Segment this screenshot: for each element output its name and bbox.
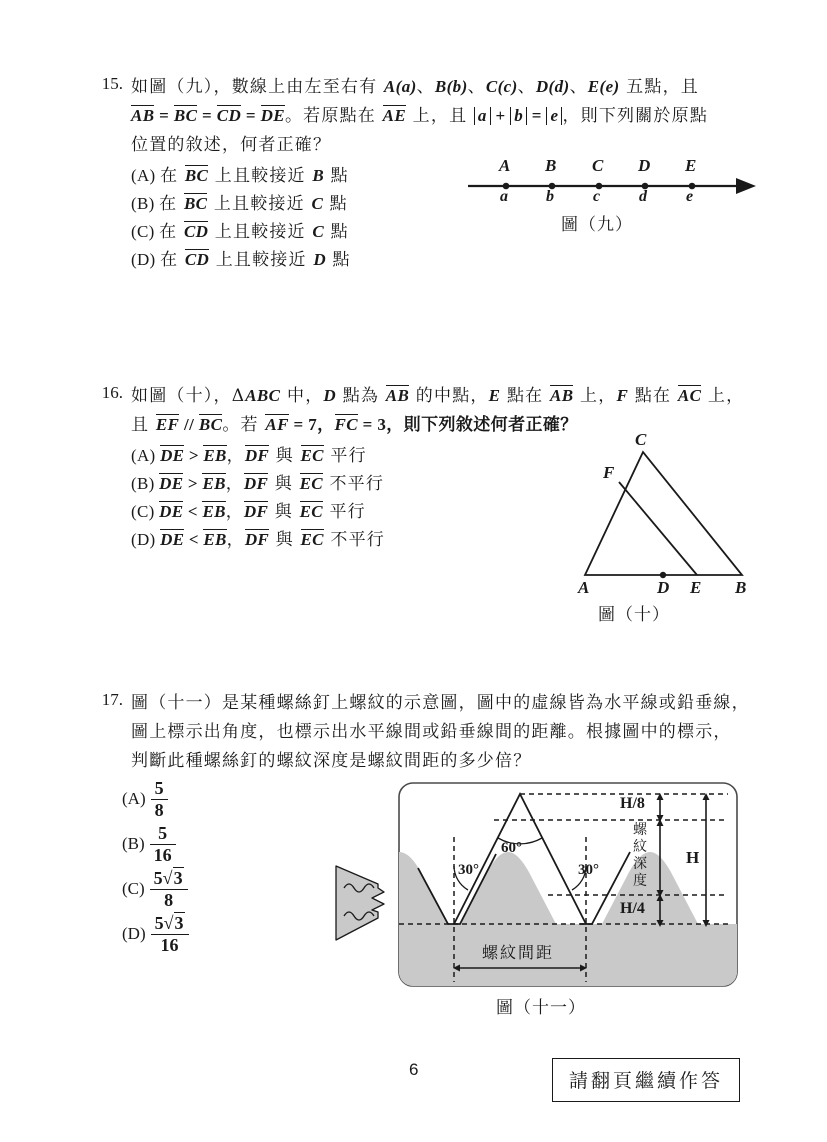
option-tag: (C) bbox=[122, 879, 145, 899]
question-15-stem-line-1 bbox=[131, 74, 708, 100]
option-tag: (C) bbox=[131, 502, 155, 521]
option-comma: ， bbox=[225, 502, 244, 522]
page-number: 6 bbox=[409, 1060, 419, 1079]
q16-seg-AC: AC bbox=[677, 386, 702, 405]
option-operator: < bbox=[183, 502, 203, 521]
radicand: 3 bbox=[173, 868, 183, 888]
option-text-2: 上且較接近 bbox=[208, 222, 313, 242]
triangle-vertex-labels bbox=[575, 430, 760, 597]
numberline-label-E: E bbox=[685, 156, 697, 175]
q16-t3: 的中點， bbox=[409, 386, 489, 406]
figure-ten-triangle bbox=[575, 430, 760, 597]
option-text-1: 在 bbox=[160, 250, 185, 270]
option-fraction bbox=[151, 914, 189, 955]
option-text-3: 點 bbox=[323, 194, 348, 214]
triangle-label-F: F bbox=[603, 463, 615, 482]
question-17-stem-line-2: 圖上標示出角度，也標示出水平線間或鉛垂線間的距離。根據圖中的標示， bbox=[131, 722, 732, 742]
question-16-number: 16. bbox=[101, 383, 123, 402]
q16-stem-a: 如圖（十），Δ bbox=[131, 386, 246, 406]
option-tail: 不平行 bbox=[323, 530, 385, 550]
option-point: B bbox=[312, 166, 325, 185]
q15-point-B: B(b) bbox=[434, 77, 468, 96]
figure-nine-caption: 圖（九） bbox=[561, 215, 633, 235]
option-point: D bbox=[313, 250, 326, 269]
square-root-icon: √3 bbox=[162, 868, 183, 888]
q16-t5: 上， bbox=[573, 386, 617, 406]
figure-eleven-caption: 圖（十一） bbox=[496, 998, 586, 1018]
option-seg-4: EC bbox=[299, 474, 323, 493]
q16-point-F: F bbox=[616, 386, 629, 405]
question-17-stem-line-1: 圖（十一）是某種螺絲釘上螺紋的示意圖，圖中的虛線皆為水平線或鉛垂線， bbox=[131, 693, 750, 713]
q16-seg-AB: AB bbox=[385, 386, 410, 405]
q16-t1: 中， bbox=[280, 386, 324, 406]
option-seg-1: DE bbox=[159, 474, 184, 493]
option-and: 與 bbox=[268, 502, 300, 522]
label-h-over-4: H/4 bbox=[620, 900, 645, 917]
option-seg-4: EC bbox=[299, 502, 323, 521]
option-tail: 平行 bbox=[323, 446, 367, 466]
question-15-number: 15. bbox=[101, 74, 123, 93]
label-h-total: H bbox=[686, 848, 700, 867]
option-operator: > bbox=[183, 474, 203, 493]
q15-point-D: D(d) bbox=[535, 77, 570, 96]
triangle-label-B: B bbox=[735, 578, 747, 597]
option-seg-2: EB bbox=[202, 474, 226, 493]
q15-sep4: 、 bbox=[569, 77, 588, 97]
option-text-1: 在 bbox=[159, 194, 184, 214]
triangle-label-C: C bbox=[635, 430, 647, 449]
option-and: 與 bbox=[269, 446, 301, 466]
option-seg-3: DF bbox=[244, 446, 270, 465]
option-tag: (D) bbox=[131, 530, 156, 549]
option-fraction bbox=[151, 779, 168, 820]
option-and: 與 bbox=[268, 474, 300, 494]
q15-eq3: = bbox=[241, 106, 261, 125]
question-15-stem-line-3: 位置的敘述，何者正確？ bbox=[131, 135, 332, 155]
q16-point-D: D bbox=[323, 386, 337, 405]
question-17-option-A[interactable] bbox=[122, 779, 168, 820]
option-text-1: 在 bbox=[159, 222, 184, 242]
q15-stem2-tail: ，則下列關於原點 bbox=[562, 106, 709, 126]
square-root-icon: √3 bbox=[163, 913, 184, 933]
q15-abs-e: e bbox=[546, 107, 562, 125]
option-seg-4: EC bbox=[300, 446, 324, 465]
label-h-over-8: H/8 bbox=[620, 795, 645, 812]
q15-sep2: 、 bbox=[467, 77, 486, 97]
numberline-label-d: d bbox=[639, 188, 647, 205]
option-seg-1: DE bbox=[160, 530, 185, 549]
option-text-3: 點 bbox=[324, 166, 349, 186]
option-segment: BC bbox=[183, 194, 208, 213]
radicand: 3 bbox=[174, 913, 184, 933]
option-segment: BC bbox=[184, 166, 209, 185]
option-tag: (B) bbox=[131, 194, 155, 213]
fraction-numerator: 5 bbox=[158, 823, 168, 843]
fraction-numerator bbox=[150, 869, 188, 889]
numberline-label-C: C bbox=[592, 156, 604, 175]
fraction-numerator: 5 bbox=[154, 778, 164, 798]
fraction-denominator: 8 bbox=[150, 889, 188, 910]
q16-s2a: 且 bbox=[131, 415, 156, 435]
numberline-label-a: a bbox=[500, 188, 508, 205]
option-seg-3: DF bbox=[243, 502, 269, 521]
option-comma: ， bbox=[225, 474, 244, 494]
option-text-2: 上且較接近 bbox=[209, 250, 314, 270]
option-seg-2: EB bbox=[203, 446, 227, 465]
q16-t6: 點在 bbox=[628, 386, 678, 406]
q16-t2: 點為 bbox=[336, 386, 386, 406]
question-17-number: 17. bbox=[101, 690, 123, 709]
numberline-label-e: e bbox=[686, 188, 694, 205]
q16-parallel-symbol: // bbox=[179, 415, 199, 434]
figure-nine-numberline bbox=[460, 158, 760, 214]
option-comma: ， bbox=[226, 446, 245, 466]
option-seg-4: EC bbox=[300, 530, 324, 549]
option-seg-2: EB bbox=[202, 502, 226, 521]
triangle-label-E: E bbox=[690, 578, 702, 597]
q16-fc-value: = 3，則下列敘述何者正確？ bbox=[358, 415, 578, 434]
fraction-denominator: 16 bbox=[150, 844, 176, 865]
fraction-numerator bbox=[151, 914, 189, 934]
option-segment: CD bbox=[183, 222, 209, 241]
screw-figure-labels bbox=[398, 782, 738, 987]
option-and: 與 bbox=[269, 530, 301, 550]
option-seg-3: DF bbox=[244, 530, 270, 549]
q15-seg-BC: BC bbox=[173, 106, 198, 125]
question-15-stem-line-2 bbox=[131, 103, 708, 129]
q15-plus: + bbox=[490, 106, 511, 125]
option-tag: (D) bbox=[131, 250, 156, 269]
option-tag: (D) bbox=[122, 924, 146, 944]
q16-seg-AB2: AB bbox=[549, 386, 574, 405]
option-point: C bbox=[312, 222, 325, 241]
label-angle-apex: 60° bbox=[501, 840, 522, 856]
q15-eq2: = bbox=[197, 106, 217, 125]
option-fraction bbox=[150, 869, 188, 910]
q15-stem-tail: 五點，且 bbox=[619, 77, 699, 97]
q15-seg-AB: AB bbox=[131, 106, 155, 125]
numberline-label-D: D bbox=[638, 156, 651, 175]
q16-t4: 點在 bbox=[500, 386, 550, 406]
numerator-coefficient: 5 bbox=[153, 868, 163, 888]
q15-point-E: E(e) bbox=[587, 77, 620, 96]
q15-seg-AE: AE bbox=[382, 106, 407, 125]
question-17-body bbox=[131, 690, 750, 774]
option-comma: ， bbox=[226, 530, 245, 550]
fraction-denominator: 8 bbox=[151, 799, 168, 820]
question-15-option-D[interactable] bbox=[131, 246, 708, 274]
option-seg-2: EB bbox=[203, 530, 227, 549]
question-16-stem-line-1 bbox=[131, 383, 744, 409]
option-tag: (B) bbox=[131, 474, 155, 493]
fraction-denominator: 16 bbox=[151, 934, 189, 955]
question-17-option-B[interactable] bbox=[122, 824, 176, 865]
option-tail: 不平行 bbox=[322, 474, 385, 494]
turn-page-notice: 請翻頁繼續作答 bbox=[552, 1058, 740, 1102]
numberline-label-A: A bbox=[499, 156, 511, 175]
q15-point-A: A(a) bbox=[383, 77, 417, 96]
q15-sep3: 、 bbox=[517, 77, 536, 97]
q15-abs-b: b bbox=[510, 107, 527, 125]
triangle-label-D: D bbox=[657, 578, 670, 597]
q16-t7: 上， bbox=[701, 386, 745, 406]
q16-seg-FC: FC bbox=[334, 415, 358, 434]
option-seg-3: DF bbox=[243, 474, 269, 493]
numberline-label-c: c bbox=[593, 188, 601, 205]
figure-eleven-screw-thread bbox=[398, 782, 738, 987]
question-17-stem-line-3: 判斷此種螺絲釘的螺紋深度是螺紋間距的多少倍？ bbox=[131, 751, 532, 771]
q15-seg-DE: DE bbox=[260, 106, 285, 125]
label-thread-depth: 螺紋深度 bbox=[633, 822, 647, 889]
option-tag: (A) bbox=[131, 446, 156, 465]
option-segment: CD bbox=[184, 250, 210, 269]
q16-seg-EF: EF bbox=[155, 415, 180, 434]
option-tag: (A) bbox=[122, 789, 146, 809]
option-operator: < bbox=[184, 530, 204, 549]
q15-mid1: 。若原點在 bbox=[284, 106, 383, 126]
option-tag: (C) bbox=[131, 222, 155, 241]
q15-abs-a: a bbox=[474, 107, 491, 125]
option-text-1: 在 bbox=[160, 166, 185, 186]
q15-sep1: 、 bbox=[416, 77, 435, 97]
q16-point-E: E bbox=[488, 386, 501, 405]
option-seg-1: DE bbox=[159, 502, 184, 521]
q15-eq1: = bbox=[154, 106, 174, 125]
q15-equals: = bbox=[527, 106, 547, 125]
label-thread-pitch: 螺紋間距 bbox=[482, 943, 555, 962]
option-text-2: 上且較接近 bbox=[208, 166, 313, 186]
option-text-3: 點 bbox=[324, 222, 349, 242]
question-17-option-D[interactable] bbox=[122, 914, 189, 955]
q16-seg-BC: BC bbox=[198, 415, 223, 434]
option-tail: 平行 bbox=[322, 502, 366, 522]
q16-triangle-ABC: ABC bbox=[245, 386, 281, 405]
numerator-coefficient: 5 bbox=[154, 913, 164, 933]
question-17-option-C[interactable] bbox=[122, 869, 188, 910]
triangle-label-A: A bbox=[578, 578, 590, 597]
option-tag: (B) bbox=[122, 834, 145, 854]
label-angle-right: 30° bbox=[578, 862, 599, 878]
numberline-upper-labels bbox=[460, 158, 760, 214]
label-angle-left: 30° bbox=[458, 862, 479, 878]
option-tag: (A) bbox=[131, 166, 156, 185]
option-seg-1: DE bbox=[160, 446, 185, 465]
q15-mid2: 上，且 bbox=[406, 106, 474, 126]
q15-stem-a: 如圖（九），數線上由左至右有 bbox=[131, 77, 384, 97]
option-text-3: 點 bbox=[325, 250, 351, 270]
option-point: C bbox=[311, 194, 324, 213]
q16-s2b: 。若 bbox=[222, 415, 266, 435]
q16-af-value: = 7， bbox=[288, 415, 335, 434]
figure-ten-caption: 圖（十） bbox=[598, 605, 670, 625]
numberline-label-b: b bbox=[546, 188, 554, 205]
option-text-2: 上且較接近 bbox=[207, 194, 312, 214]
q15-point-C: C(c) bbox=[485, 77, 518, 96]
option-fraction bbox=[150, 824, 176, 865]
numberline-label-B: B bbox=[545, 156, 557, 175]
q15-seg-CD: CD bbox=[216, 106, 242, 125]
q16-seg-AF: AF bbox=[265, 415, 289, 434]
option-operator: > bbox=[184, 446, 204, 465]
